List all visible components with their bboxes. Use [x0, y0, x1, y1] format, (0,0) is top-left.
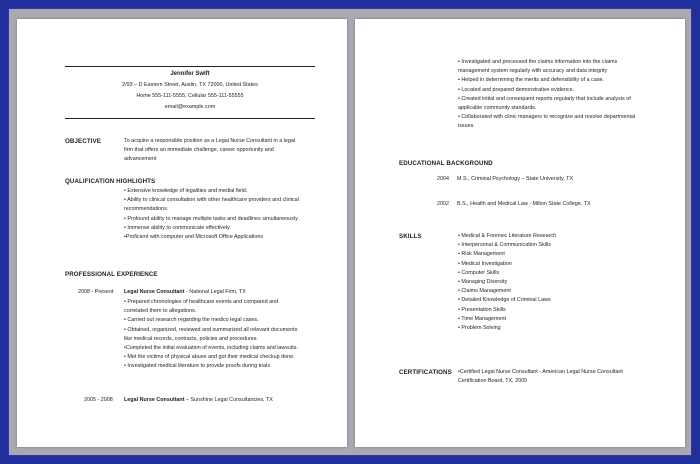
- qualification-item: recommendations.: [124, 206, 169, 213]
- qualifications-heading: QUALIFICATION HIGHLIGHTS: [65, 178, 156, 185]
- job1-duty: • Prepared chronologies of healthcare events and compared and: [124, 299, 279, 305]
- experience-heading: PROFESSIONAL EXPERIENCE: [65, 271, 158, 278]
- skills-heading: SKILLS: [399, 233, 422, 240]
- job1-duty: • Carried out research regarding the medico legal cases.: [124, 317, 259, 324]
- address-line: 2/93 – D Eastern Street, Austin, TX 72000, United States: [122, 82, 258, 88]
- job1-duty: like medical records, contracts, policies and procedures.: [124, 335, 258, 342]
- job2-duty: • Located and prepared demonstrative evidence.: [458, 86, 575, 93]
- skill-item: • Medical & Forensic Literature Research: [458, 233, 557, 239]
- certifications-text: [458, 368, 623, 386]
- objective-line: firm that offers an immediate challenge, career opportunity and: [124, 147, 274, 154]
- education-heading: EDUCATIONAL BACKGROUND: [399, 160, 493, 167]
- job1-duty: •Completed the initial evaluation of events, including claims and lawsuits.: [124, 345, 298, 352]
- qualifications-list: [124, 187, 299, 242]
- job1-dates: 2008 - Present: [78, 289, 114, 295]
- education-degree-2: B.S., Health and Medical Law - Milton State College, TX: [457, 201, 591, 207]
- skill-item: • Interpersonal & Communication Skills: [458, 242, 551, 249]
- job2-employer: – Sunshine Legal Consultancies, TX: [184, 397, 273, 403]
- certification-line: Certification Board, TX, 2005: [458, 378, 528, 385]
- education-year-1: 2004: [437, 176, 449, 182]
- job1-duties: [124, 298, 298, 372]
- qualification-item: • Immense ability to communicate effectively: [124, 224, 230, 231]
- job2-duty: • Collaborated with clinic managers to recognize and resolve departmental: [458, 114, 636, 121]
- objective-line: advancement: [124, 156, 157, 163]
- document-viewer: [8, 8, 692, 456]
- certification-line: •Certified Legal Nurse Consultant - American Legal Nurse Consultant: [458, 369, 623, 375]
- job1-employer: - National Legal Firm, TX: [184, 289, 246, 295]
- job2-duties-continued: [458, 58, 635, 132]
- skill-item: • Problem Solving: [458, 325, 501, 332]
- qualification-item: • Ability to clinical consultation with other healthcare providers and clinical: [124, 197, 299, 204]
- job2-dates: 2005 - 2008: [84, 397, 113, 403]
- header-top-rule: [65, 66, 315, 67]
- job1-duty: • Investigated medical literature to provide proofs during trials: [124, 363, 271, 370]
- skill-item: • Detailed Knowledge of Criminal Laws: [458, 297, 551, 304]
- job2-duty: • Created initial and consequent reports regularly that include analysis of: [458, 95, 631, 102]
- job2-title-line: [124, 396, 273, 405]
- skill-item: • Time Management: [458, 315, 507, 322]
- qualification-item: • Extensive knowledge of legalities and medial field.: [124, 188, 248, 194]
- objective-text: [124, 137, 295, 165]
- job2-duty: • Helped in determining the merits and defensibility of a case.: [458, 77, 605, 84]
- job1-duty: correlated them to allegations.: [124, 308, 197, 315]
- education-year-2: 2002: [437, 201, 449, 207]
- job2-duty: applicable community standards.: [458, 105, 537, 112]
- objective-line: To acquire a responsible position as a Legal Nurse Consultant in a legal: [124, 138, 296, 144]
- qualification-item: • Profound ability to manage multiple tasks and deadlines simultaneously: [124, 215, 298, 222]
- job1-duty: • Obtained, organized, reviewed and summarized all relevant documents: [124, 326, 298, 333]
- resume-page-1: [17, 19, 347, 447]
- job2-title: Legal Nurse Consultant: [124, 397, 185, 403]
- resume-page-2: [355, 19, 685, 447]
- objective-heading: OBJECTIVE: [65, 138, 101, 145]
- email-line: email@example.com: [164, 104, 216, 110]
- header-bottom-rule: [65, 118, 315, 119]
- education-degree-1: M.S., Criminal Psychology – State University, TX: [457, 176, 574, 182]
- job2-duty: management system regularly with accuracy and data integrity: [458, 68, 608, 75]
- skill-item: • Risk Management: [458, 251, 505, 258]
- skill-item: • Computer Skills: [458, 269, 500, 276]
- job1-title-line: [124, 288, 246, 297]
- skill-item: • Claims Management: [458, 288, 511, 295]
- phone-line: Home 555-111-5555, Cellular 555-111-55555: [136, 93, 244, 99]
- job2-duty: issues.: [458, 123, 475, 130]
- skill-item: • Medical Investigation: [458, 260, 512, 267]
- certifications-heading: CERTIFICATIONS: [399, 369, 452, 376]
- skill-item: • Presentation Skills: [458, 306, 506, 313]
- skills-list: [458, 232, 556, 333]
- candidate-name: Jennifer Swift: [170, 71, 210, 77]
- job1-duty: • Met the victims of physical abuse and got their medical checkup done.: [124, 354, 295, 361]
- job2-duty: • Investigated and processed the claims information into the claims: [458, 59, 618, 65]
- job1-title: Legal Nurse Consultant: [124, 289, 185, 295]
- qualification-item: •Proficient with computer and Microsoft Office Applications: [124, 234, 264, 241]
- skill-item: • Managing Diversity: [458, 279, 508, 286]
